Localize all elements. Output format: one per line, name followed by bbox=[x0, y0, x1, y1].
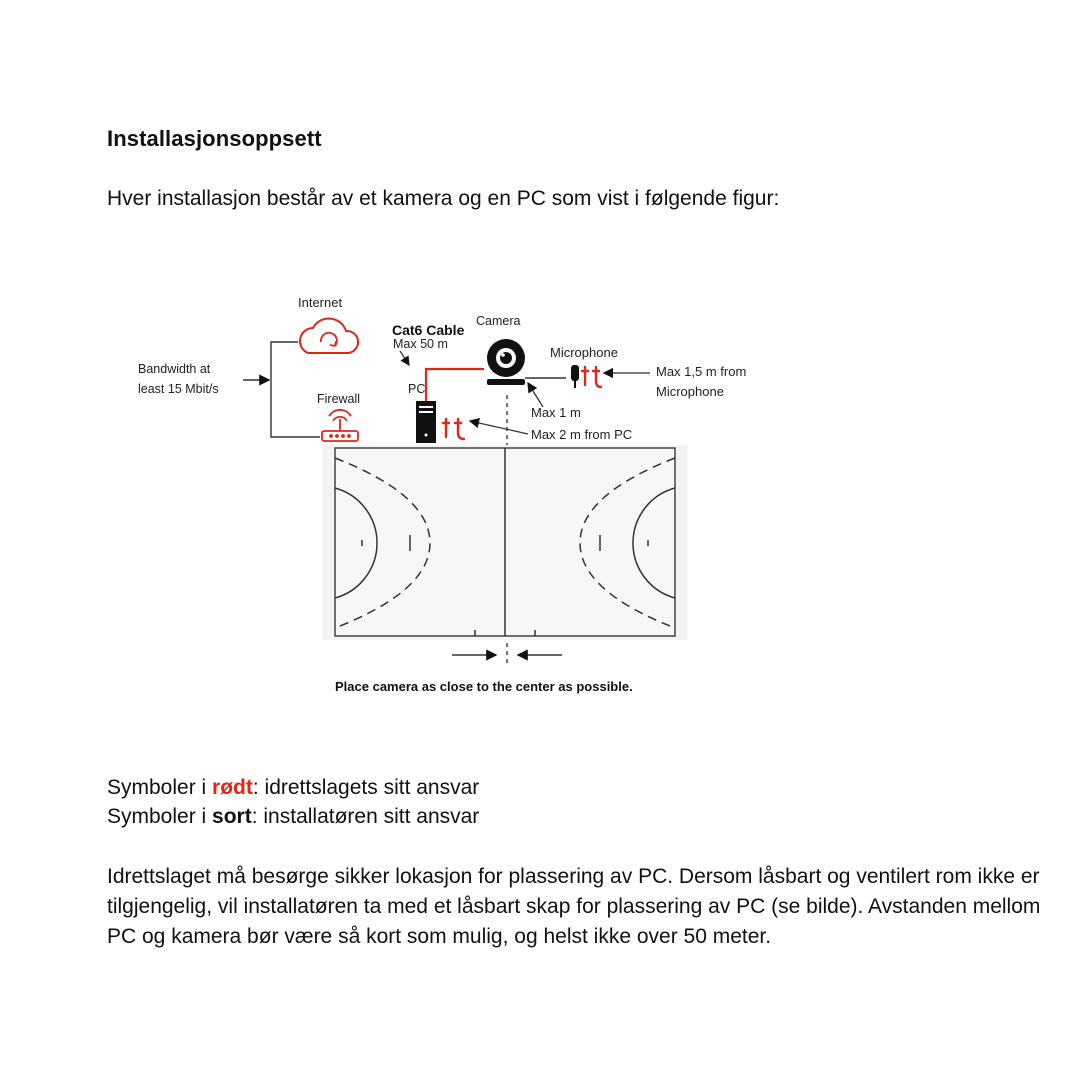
legend-red-prefix: Symboler i bbox=[107, 776, 213, 799]
color-legend bbox=[107, 773, 479, 831]
max-2m-arrow bbox=[470, 421, 528, 434]
bandwidth-label-line1: Bandwidth at bbox=[138, 362, 211, 376]
section-heading: Installasjonsoppsett bbox=[107, 126, 322, 151]
legend-black-keyword: sort bbox=[212, 805, 252, 828]
handball-court bbox=[322, 445, 687, 640]
microphone-icon bbox=[571, 365, 579, 388]
cable-title: Cat6 Cable bbox=[392, 322, 465, 338]
microphone-label: Microphone bbox=[550, 345, 618, 360]
legend-red-suffix: : idrettslagets sitt ansvar bbox=[252, 776, 480, 799]
webcam-icon bbox=[487, 339, 525, 385]
power-plug-icon bbox=[443, 419, 464, 439]
body-paragraph: Idrettslaget må besørge sikker lokasjon for plassering av PC. Dersom låsbart og ventilert rom ikke er tilgjengelig, vil installatøren ta med et låsbart skap for plassering av PC (se bilde). Avstanden mellom PC og kamera bør være så kort som mulig, og helst ikke over 50 meter. bbox=[107, 865, 1041, 948]
max-1m-label: Max 1 m bbox=[531, 405, 581, 420]
mic-note-line1: Max 1,5 m from bbox=[656, 364, 747, 379]
firewall-label: Firewall bbox=[317, 392, 361, 406]
max-2m-label: Max 2 m from PC bbox=[531, 427, 633, 442]
installation-diagram bbox=[130, 285, 780, 705]
camera-label: Camera bbox=[476, 314, 521, 328]
legend-black-prefix: Symboler i bbox=[107, 805, 213, 828]
firewall-router-icon bbox=[322, 410, 358, 441]
internet-label: Internet bbox=[298, 295, 343, 310]
bandwidth-label-line2: least 15 Mbit/s bbox=[138, 382, 219, 396]
legend-red-keyword: rødt bbox=[212, 776, 253, 799]
cat6-cable-line bbox=[426, 369, 484, 401]
network-bracket bbox=[243, 342, 320, 437]
cable-max-label: Max 50 m bbox=[393, 337, 448, 351]
pc-tower-icon bbox=[416, 401, 436, 443]
legend-black-suffix: : installatøren sitt ansvar bbox=[251, 805, 480, 828]
power-plug-icon bbox=[582, 367, 601, 387]
figure-caption: Place camera as close to the center as possible. bbox=[335, 679, 633, 694]
cloud-icon bbox=[300, 319, 358, 353]
intro-text: Hver installasjon består av et kamera og en PC som vist i følgende figur: bbox=[107, 187, 780, 210]
mic-note-line2: Microphone bbox=[656, 384, 724, 399]
cable-arrow bbox=[400, 351, 409, 365]
max-1m-arrow bbox=[528, 383, 543, 407]
pc-label: PC bbox=[408, 382, 426, 396]
